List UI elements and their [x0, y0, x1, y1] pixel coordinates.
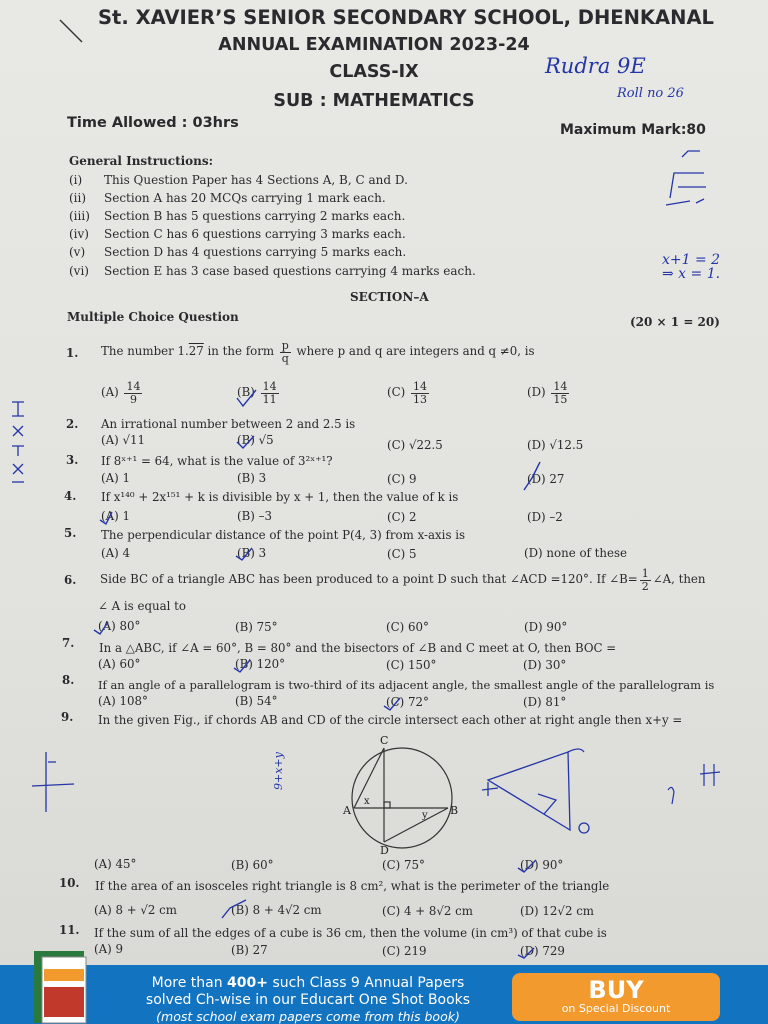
buy-button[interactable]	[512, 973, 720, 1021]
question-7-text: In a △ABC, if ∠A = 60°, B = 80° and the bisectors of ∠B and C meet at O, then BOC =	[99, 641, 617, 655]
option-b: (B) 27	[231, 943, 268, 957]
option-a: (A) 8 + √2 cm	[94, 903, 177, 917]
max-marks: Maximum Mark:80	[560, 122, 706, 138]
handwritten-eq-1: x+1 = 2	[662, 252, 721, 268]
question-9-text: In the given Fig., if chords AB and CD of the circle intersect each other at right angle then x+y =	[98, 713, 683, 727]
instruction-num: (i)	[69, 173, 83, 187]
option-a: (A) 80°	[98, 619, 141, 633]
question-number: 3.	[66, 453, 79, 467]
question-8-text: If an angle of a parallelogram is two-third of its adjacent angle, the smallest angle of the parallelogram is	[98, 678, 715, 692]
handwritten-name: Rudra 9E	[545, 54, 646, 78]
option-d: (D) 81°	[523, 695, 567, 709]
buy-label: BUY	[588, 976, 644, 1004]
question-number: 6.	[64, 573, 77, 587]
corner-pen-mark	[58, 18, 88, 48]
instruction-text: Section B has 5 questions carrying 2 marks each.	[104, 209, 406, 223]
handwritten-eq-2: ⇒ x = 1.	[662, 266, 721, 282]
option-c: (C) 72°	[386, 695, 429, 709]
option-d: (D) √12.5	[527, 438, 584, 452]
point-b-label: B	[450, 804, 459, 817]
option-b: (B) $\frac{14}{11}$	[237, 380, 277, 406]
question-number: 1.	[66, 346, 79, 360]
instruction-text: This Question Paper has 4 Sections A, B, C and D.	[104, 173, 408, 187]
question-number: 11.	[59, 923, 80, 937]
option-c: (C) 2	[387, 510, 417, 524]
instruction-num: (v)	[69, 245, 86, 259]
option-d: (D) $\frac{14}{15}$	[527, 380, 568, 406]
option-a: (A) √11	[101, 433, 146, 447]
school-name: St. XAVIER’S SENIOR SECONDARY SCHOOL, DHENKANAL	[98, 6, 714, 29]
option-d: (D) none of these	[524, 546, 628, 560]
angle-y-label: y	[422, 810, 428, 821]
instruction-num: (vi)	[69, 264, 89, 278]
question-number: 8.	[62, 673, 75, 687]
option-b: (B) 75°	[235, 620, 278, 634]
point-d-label: D	[380, 844, 389, 857]
instruction-num: (iii)	[69, 209, 90, 223]
option-c: (C) 5	[387, 547, 417, 561]
question-5-text: The perpendicular distance of the point P(4, 3) from x-axis is	[101, 528, 466, 542]
option-a: (A) 108°	[98, 694, 148, 708]
option-a: (A) 9	[94, 942, 123, 956]
class-label: CLASS-IX	[329, 62, 419, 82]
instructions-heading: General Instructions:	[69, 154, 214, 168]
handwritten-roll: Roll no 26	[617, 86, 684, 101]
exam-title: ANNUAL EXAMINATION 2023-24	[218, 35, 530, 55]
section-subtitle: Multiple Choice Question	[67, 310, 239, 324]
option-a: (A) $\frac{14}{9}$	[101, 380, 141, 406]
handwritten-side-note: 9+x+y	[272, 752, 285, 790]
option-d: (D) 729	[520, 944, 565, 958]
option-d: (D) 12√2 cm	[520, 904, 594, 918]
promo-line-2: solved Ch-wise in our Educart One Shot Books	[145, 992, 471, 1008]
option-d: (D) 27	[527, 472, 565, 486]
question-6-text: Side BC of a triangle ABC has been produced to a point D such that ∠ACD =120°. If ∠B= $\frac{1}{2}$ ∠A, then	[100, 567, 706, 593]
question-number: 7.	[62, 636, 75, 650]
question-4-text: If x¹⁴⁰ + 2x¹⁵¹ + k is divisible by x + 1, then the value of k is	[101, 490, 459, 504]
option-b: (B) 8 + 4√2 cm	[231, 903, 322, 917]
promo-line-1: More than 400+ such Class 9 Annual Papers	[151, 975, 465, 991]
instruction-text: Section D has 4 questions carrying 5 marks each.	[104, 245, 407, 259]
instruction-text: Section E has 3 case based questions carrying 4 marks each.	[104, 264, 476, 278]
question-number: 4.	[64, 489, 77, 503]
option-c: (C) 219	[382, 944, 427, 958]
option-c: (C) 75°	[382, 858, 425, 872]
question-number: 10.	[59, 876, 80, 890]
question-2-text: An irrational number between 2 and 2.5 is	[101, 417, 356, 431]
option-b: (B) 54°	[235, 694, 278, 708]
option-d: (D) 90°	[524, 620, 568, 634]
promo-line-3: (most school exam papers come from this book)	[156, 1009, 460, 1024]
instruction-num: (iv)	[69, 227, 89, 241]
option-b: (B) √5	[237, 433, 274, 447]
option-c: (C) 4 + 8√2 cm	[382, 904, 473, 918]
instruction-text: Section C has 6 questions carrying 3 marks each.	[104, 227, 406, 241]
subject-label: SUB : MATHEMATICS	[273, 91, 475, 111]
option-c: (C) 60°	[386, 620, 429, 634]
option-b: (B) 120°	[235, 657, 286, 671]
section-title: SECTION–A	[350, 290, 429, 304]
question-number: 9.	[61, 710, 74, 724]
instruction-text: Section A has 20 MCQs carrying 1 mark each.	[104, 191, 386, 205]
time-allowed: Time Allowed : 03hrs	[67, 115, 239, 131]
question-10-text: If the area of an isosceles right triangle is 8 cm², what is the perimeter of the triangle	[95, 879, 610, 893]
angle-x-label: x	[364, 796, 370, 807]
section-marks: (20 × 1 = 20)	[630, 315, 720, 329]
option-d: (D) 90°	[520, 858, 564, 872]
option-b: (B) 60°	[231, 858, 274, 872]
question-6-line-2: ∠ A is equal to	[98, 599, 187, 613]
option-b: (B) 3	[237, 546, 267, 560]
book-cover-icon	[30, 947, 98, 1024]
instruction-num: (ii)	[69, 191, 87, 205]
option-c: (C) $\frac{14}{13}$	[387, 380, 427, 406]
question-number: 5.	[64, 526, 77, 540]
option-a: (A) 4	[101, 546, 130, 560]
question-3-text: If 8ˣ⁺¹ = 64, what is the value of 3²ˣ⁺¹?	[101, 454, 333, 468]
option-b: (B) –3	[237, 509, 273, 523]
option-c: (C) 9	[387, 472, 417, 486]
question-11-text: If the sum of all the edges of a cube is 36 cm, then the volume (in cm³) of that cube is	[94, 926, 607, 940]
question-1-text: The number 1.27 in the form $\frac{p}{q}$ where p and q are integers and q ≠0, is	[101, 339, 535, 365]
point-c-label: C	[380, 734, 389, 747]
option-a: (A) 1	[101, 471, 130, 485]
option-c: (C) 150°	[386, 658, 437, 672]
option-a: (A) 45°	[94, 857, 137, 871]
option-a: (A) 1	[101, 509, 130, 523]
option-c: (C) √22.5	[387, 438, 443, 452]
point-a-label: A	[343, 804, 351, 817]
buy-sublabel: on Special Discount	[561, 1002, 671, 1015]
option-a: (A) 60°	[98, 657, 141, 671]
option-d: (D) 30°	[523, 658, 567, 672]
option-b: (B) 3	[237, 471, 267, 485]
option-d: (D) –2	[527, 510, 563, 524]
question-number: 2.	[66, 417, 79, 431]
